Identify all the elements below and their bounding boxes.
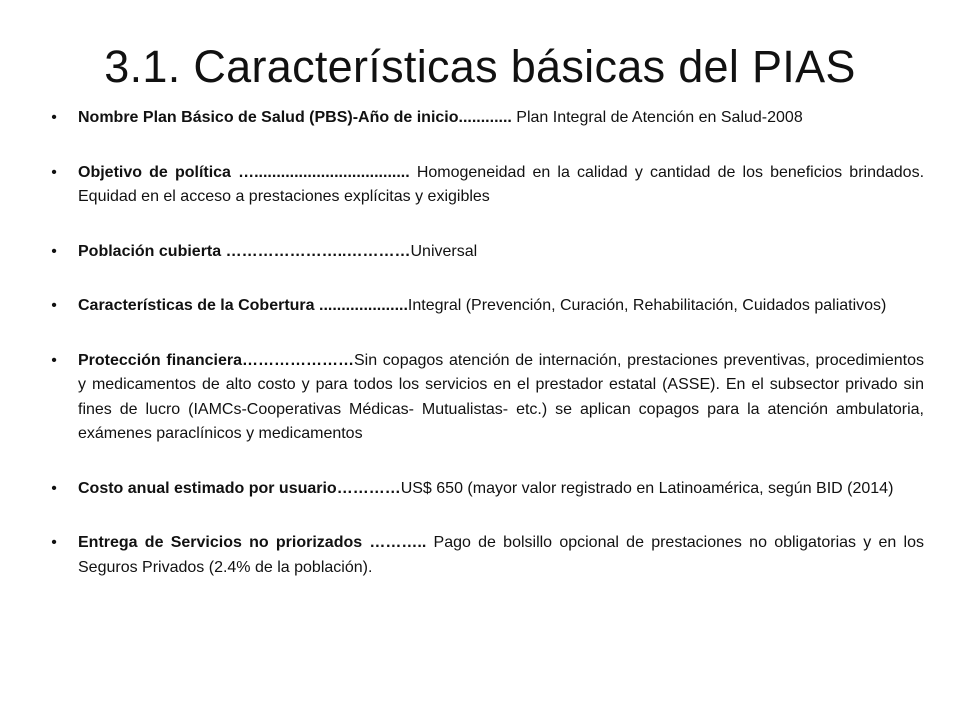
bullet-label: Características de la Cobertura .................... bbox=[78, 297, 408, 314]
slide-title: 3.1. Características básicas del PIAS bbox=[104, 41, 856, 92]
bullet-item-non-prioritized-services bbox=[44, 531, 924, 580]
bullet-value: Plan Integral de Atención en Salud-2008 bbox=[511, 109, 803, 126]
bullet-icon: • bbox=[51, 534, 57, 551]
bullet-value: Homogeneidad en la calidad y cantidad de los beneficios brindados. Equidad en el acceso a prestaciones explícitas y exigibles bbox=[78, 163, 925, 205]
bullet-label: Nombre Plan Básico de Salud (PBS)-Año de inicio............ bbox=[78, 109, 512, 126]
bullet-label: Objetivo de política …................................... bbox=[78, 163, 410, 181]
bullet-label: Entrega de Servicios no priorizados ……….. bbox=[78, 534, 427, 551]
bullet-value: Sin copagos atención de internación, prestaciones preventivas, procedimientos y medicamentos de alto costo y para todos los servicios en el prestador estatal (ASSE). En el subsector privado sin fines de lucro (IAMCs-Cooperativas Médicas- Mutualistas- etc.) se aplican copagos para la atención ambulatoria, exámenes paraclínicos y medicamentos bbox=[78, 351, 925, 442]
bullet-value: US$ 650 (mayor valor registrado en Latinoamérica, según BID (2014) bbox=[400, 479, 894, 497]
bullet-label: Protección financiera………………… bbox=[78, 351, 354, 369]
bullet-icon: • bbox=[51, 109, 57, 126]
bullet-value: Universal bbox=[410, 242, 478, 260]
bullet-icon: • bbox=[51, 163, 57, 181]
bullet-item-annual-cost bbox=[44, 477, 924, 502]
bullet-item-policy-objective bbox=[44, 161, 924, 210]
bullet-icon: • bbox=[51, 297, 57, 314]
bullet-item-plan-name bbox=[44, 106, 924, 131]
bullet-list bbox=[44, 106, 924, 610]
bullet-icon: • bbox=[51, 242, 57, 260]
bullet-item-covered-population bbox=[44, 240, 924, 265]
bullet-item-financial-protection bbox=[44, 349, 924, 447]
bullet-value: Pago de bolsillo opcional de prestaciones no obligatorias y en los Seguros Privados (2.4% de la población). bbox=[78, 534, 925, 576]
bullet-value: Integral (Prevención, Curación, Rehabilitación, Cuidados paliativos) bbox=[407, 297, 887, 314]
bullet-icon: • bbox=[51, 479, 57, 497]
bullet-item-coverage bbox=[44, 294, 924, 319]
bullet-label: Costo anual estimado por usuario………… bbox=[78, 479, 401, 497]
bullet-label: Población cubierta …………………..………… bbox=[78, 242, 411, 260]
bullet-icon: • bbox=[51, 351, 57, 369]
